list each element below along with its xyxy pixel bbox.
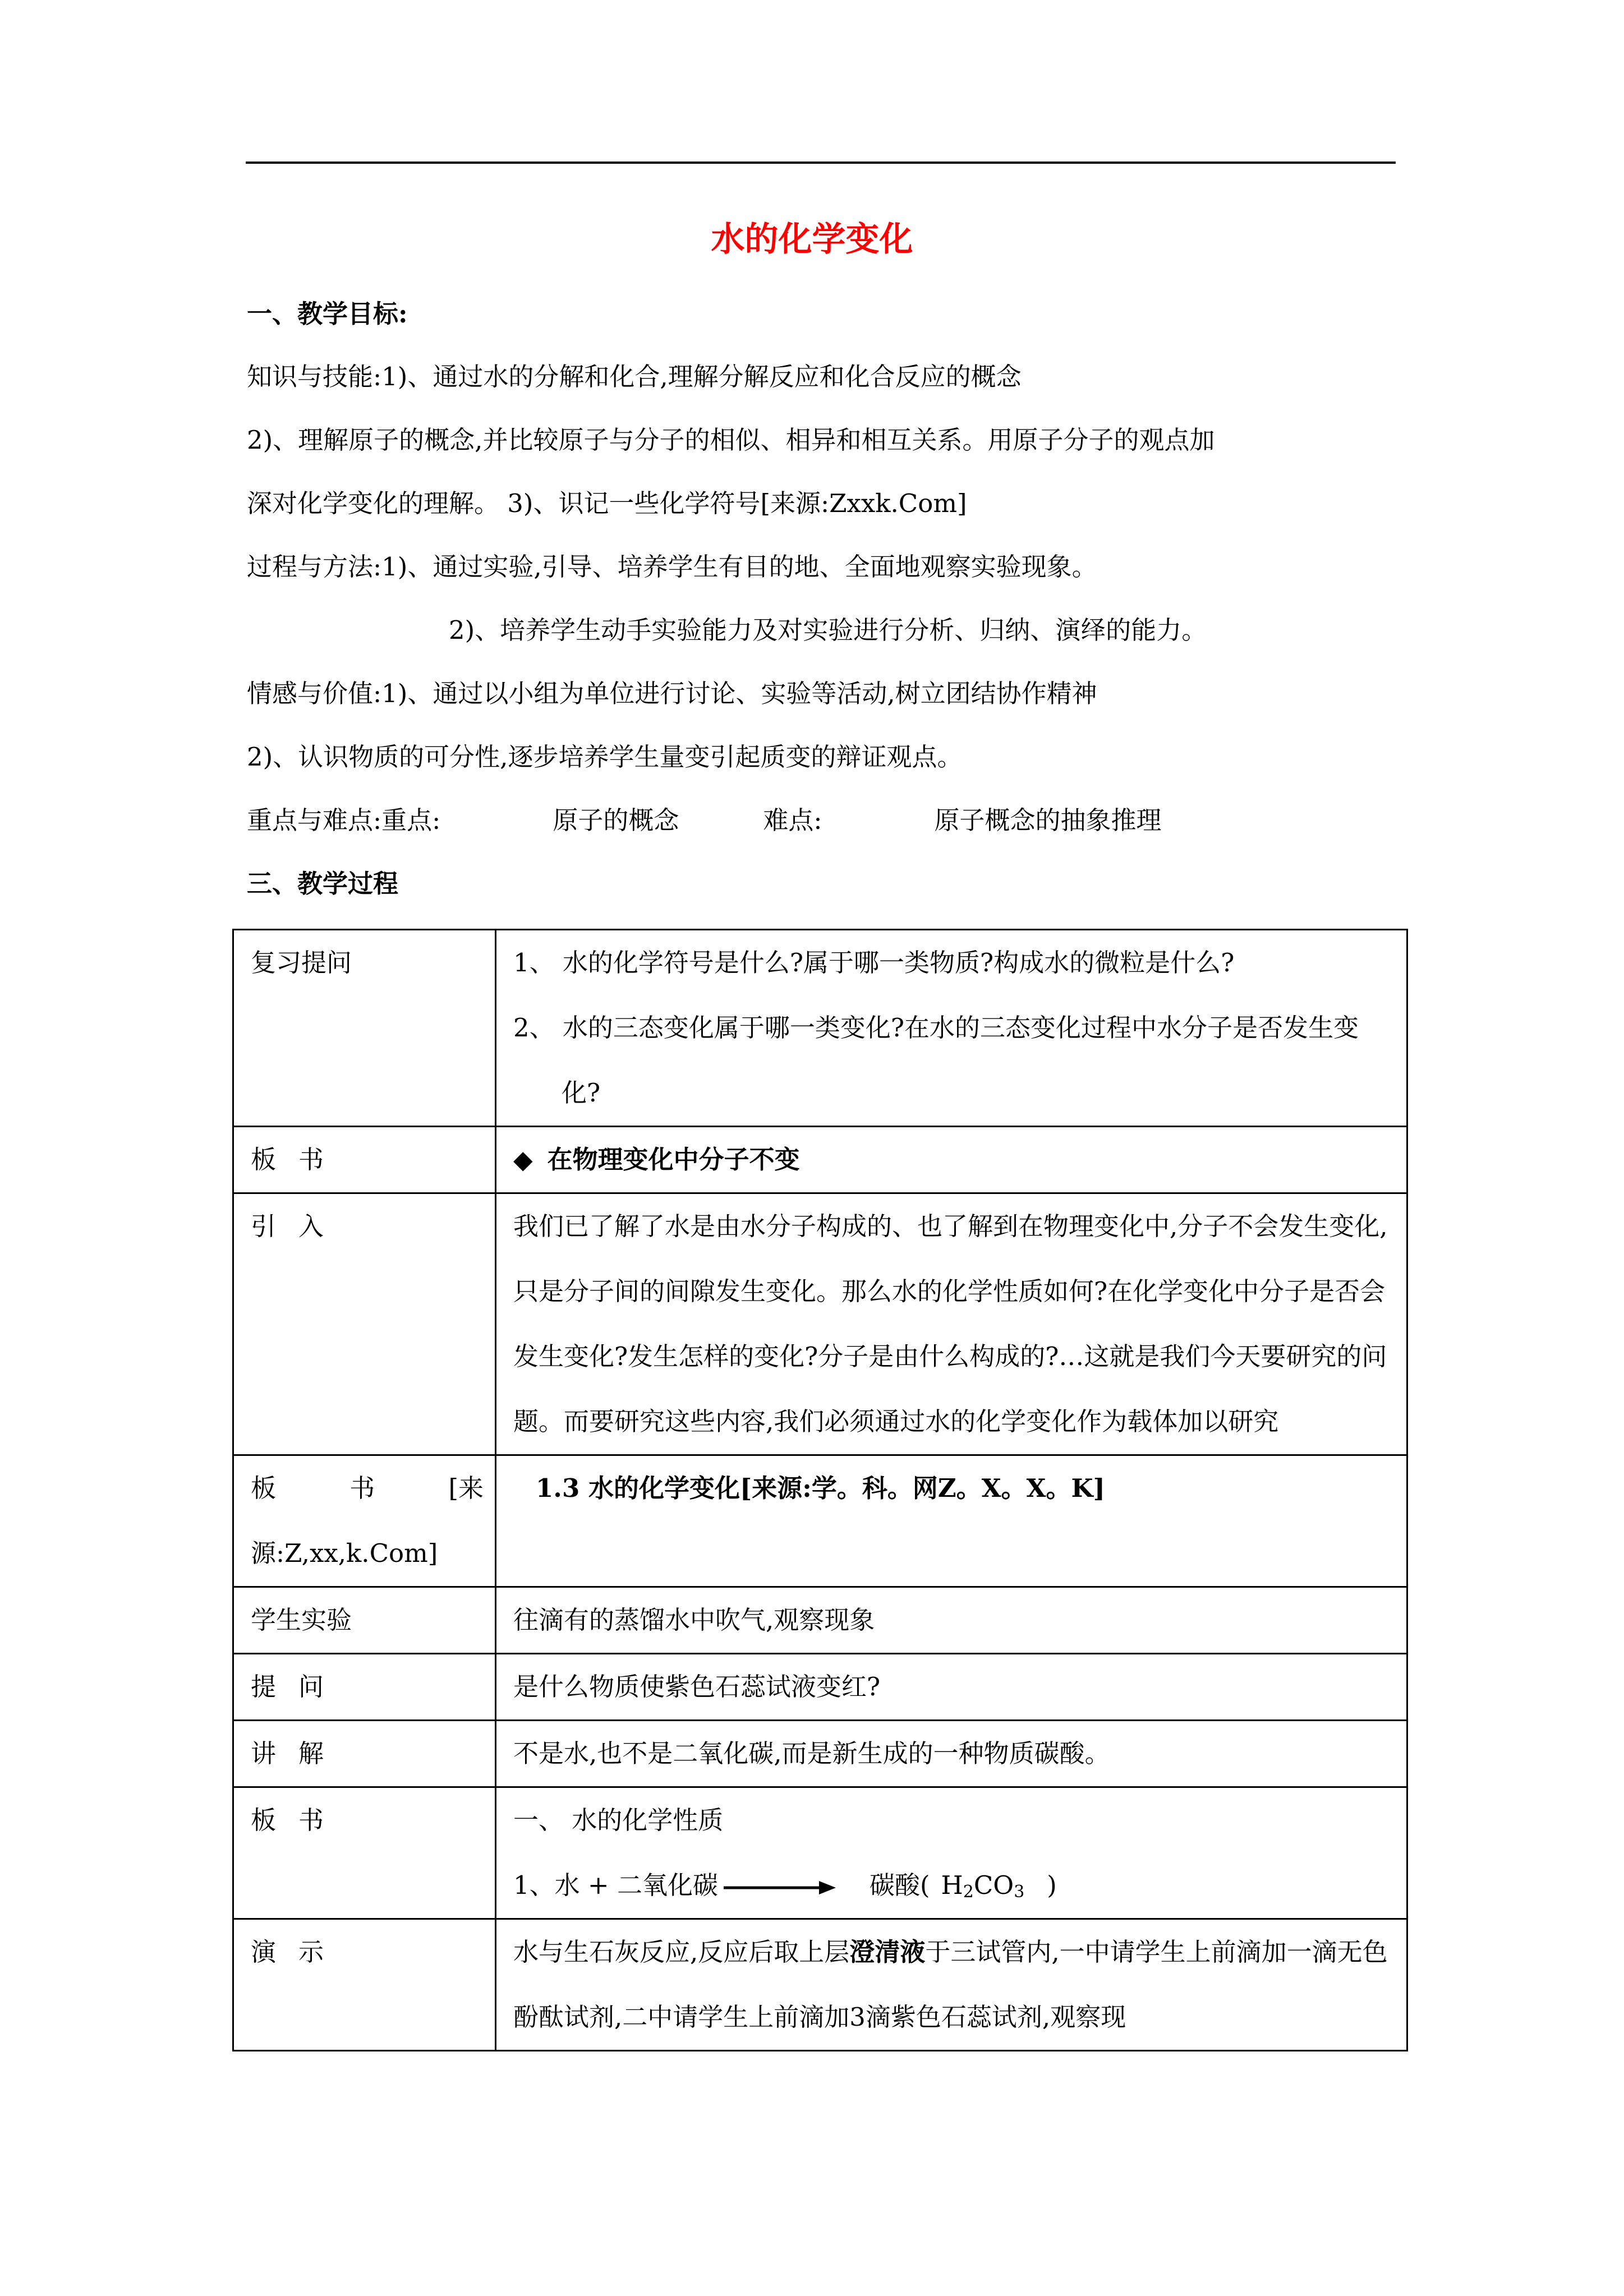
formula-h: H [941, 1870, 963, 1900]
table-row [233, 1587, 1407, 1654]
table-row [233, 1193, 1407, 1455]
row-label-review: 复习提问 [233, 930, 496, 1127]
table-row [233, 1721, 1407, 1787]
objective-line-5: 2)、培养学生动手实验能力及对实验进行分析、归纳、演绎的能力。 [449, 615, 1207, 645]
key-points-label: 重点与难点:重点: [247, 805, 441, 835]
board-2-label-b: 书 [349, 1473, 375, 1503]
objective-line-3: 深对化学变化的理解。 3)、识记一些化学符号[来源:Zxxk.Com] [247, 488, 967, 518]
board-2-label-a: 板 [251, 1473, 277, 1503]
board-3-line-1: 一、 水的化学性质 [513, 1805, 724, 1835]
row-label-experiment: 学生实验 [233, 1587, 496, 1654]
equation-left: 1、水 + 二氧化碳 [513, 1870, 718, 1900]
review-question-2: 2、 水的三态变化属于哪一类变化?在水的三态变化过程中水分子是否发生变化? [513, 1013, 1359, 1108]
row-content-board-2: 1.3 水的化学变化[来源:学。科。网Z。X。X。K] [496, 1455, 1407, 1587]
row-content-review [496, 930, 1407, 1127]
formula-sub-2: 2 [963, 1882, 974, 1902]
table-row [233, 1787, 1407, 1919]
row-label-intro: 引入 [233, 1193, 496, 1455]
difficult-point-value: 原子概念的抽象推理 [934, 805, 1162, 835]
key-point-value: 原子的概念 [553, 805, 679, 835]
objective-line-1: 知识与技能:1)、通过水的分解和化合,理解分解反应和化合反应的概念 [247, 362, 1022, 391]
diamond-bullet-icon: ◆ [513, 1145, 533, 1174]
row-content-explain: 不是水,也不是二氧化碳,而是新生成的一种物质碳酸。 [496, 1721, 1407, 1787]
row-content-board-1 [496, 1127, 1407, 1193]
reaction-arrow-icon [724, 1877, 836, 1899]
page-title: 水的化学变化 [711, 220, 913, 259]
demo-text-b: 于三试管内,一中请学生上前滴加一滴无色酚酞试剂,二中请学生上前滴加3滴紫色石蕊试剂,观察现 [513, 1937, 1388, 2032]
table-row [233, 1919, 1407, 2051]
row-content-question: 是什么物质使紫色石蕊试液变红? [496, 1654, 1407, 1721]
table-row [233, 930, 1407, 1127]
row-content-demo [496, 1919, 1407, 2051]
board-2-label-c: [来 [448, 1473, 484, 1503]
objective-line-7: 2)、认识物质的可分性,逐步培养学生量变引起质变的辩证观点。 [247, 742, 963, 772]
section-heading-objectives: 一、教学目标: [247, 299, 408, 329]
row-label-question: 提问 [233, 1654, 496, 1721]
table-row [233, 1127, 1407, 1193]
section-heading-process: 三、教学过程 [247, 869, 399, 898]
objective-line-4: 过程与方法:1)、通过实验,引导、培养学生有目的地、全面地观察实验现象。 [247, 552, 1097, 582]
table-row [233, 1455, 1407, 1587]
review-question-1: 1、 水的化学符号是什么?属于哪一类物质?构成水的微粒是什么? [513, 948, 1235, 978]
board-2-label-line-2: 源:Z,xx,k.Com] [251, 1538, 438, 1568]
objective-line-6: 情感与价值:1)、通过以小组为单位进行讨论、实验等活动,树立团结协作精神 [247, 679, 1097, 708]
row-content-board-3 [496, 1787, 1407, 1919]
key-points-line [247, 804, 1162, 837]
objective-line-2: 2)、理解原子的概念,并比较原子与分子的相似、相异和相互关系。用原子分子的观点加 [247, 425, 1215, 455]
equation-right: 碳酸( [869, 1870, 930, 1900]
equation-close: ) [1047, 1870, 1057, 1900]
row-label-board-1: 板书 [233, 1127, 496, 1193]
board-3-equation [513, 1853, 1395, 1918]
demo-text-bold: 澄清液 [849, 1937, 926, 1967]
header-rule [246, 162, 1396, 164]
teaching-process-table [232, 929, 1408, 2051]
formula-co: CO [973, 1870, 1014, 1900]
row-content-intro: 我们已了解了水是由水分子构成的、也了解到在物理变化中,分子不会发生变化,只是分子间的间隙发生变化。那么水的化学性质如何?在化学变化中分子是否会发生变化?发生怎样的变化?分子是由什么构成的?…这就是我们今天要研究的问题。而要研究这些内容,我们必须通过水的化学变化作为载体加以研究 [496, 1193, 1407, 1455]
row-content-experiment: 往滴有的蒸馏水中吹气,观察现象 [496, 1587, 1407, 1654]
table-row [233, 1654, 1407, 1721]
row-label-demo: 演示 [233, 1919, 496, 2051]
row-label-explain: 讲解 [233, 1721, 496, 1787]
board-1-text: 在物理变化中分子不变 [547, 1145, 800, 1174]
difficult-point-label: 难点: [763, 805, 822, 835]
row-label-board-3: 板书 [233, 1787, 496, 1919]
formula-sub-3: 3 [1014, 1882, 1025, 1902]
row-label-board-2 [233, 1455, 496, 1587]
demo-text-a: 水与生石灰反应,反应后取上层 [513, 1937, 850, 1967]
